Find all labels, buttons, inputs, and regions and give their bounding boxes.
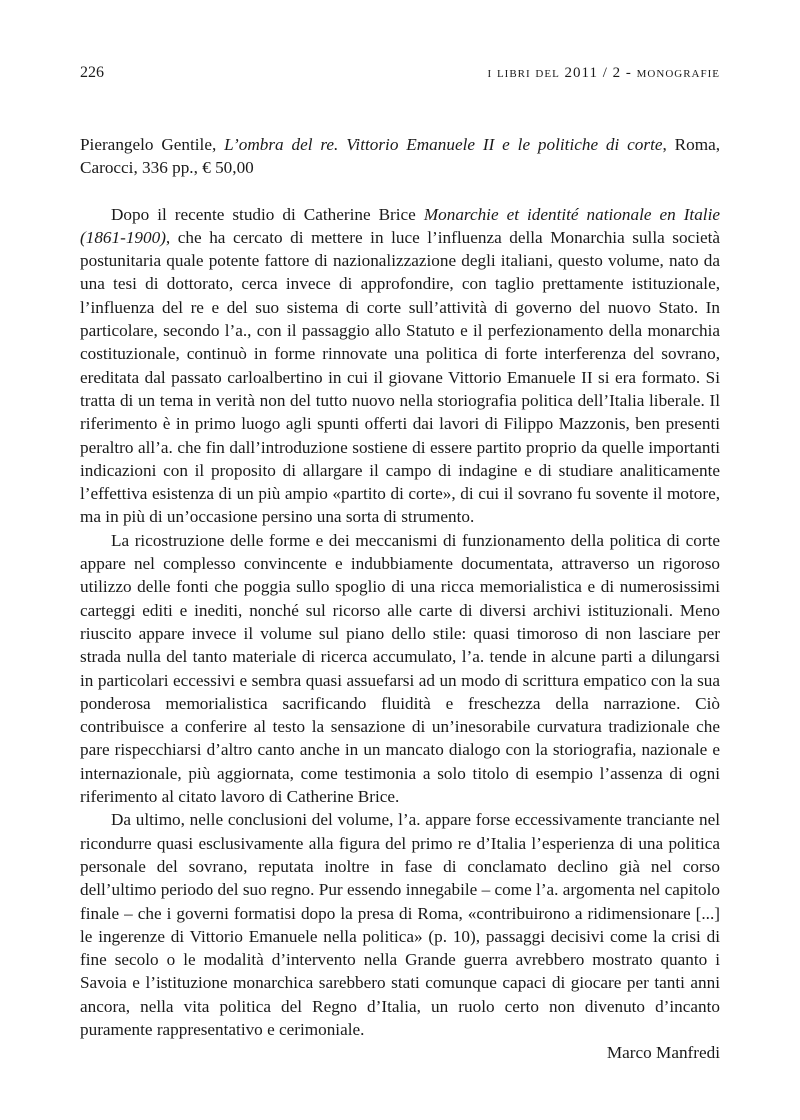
running-head <box>80 64 720 90</box>
review-paragraph-1 <box>80 203 720 529</box>
citation-book-title: L’ombra del re. Vittorio Emanuele II e le politiche di corte <box>224 135 663 154</box>
paragraph-1-text: , che ha cercato di mettere in luce l’influenza della Monarchia sulla società postunitaria quale potente fattore di nazionalizzazione degli italiani, questo volume, nato da una tesi di dottorato, cerca invece di approfondire, con taglio prettamente istituzionale, l’influenza del re e del suo sistema di corte sull’attività di governo del nuovo Stato. In particolare, secondo l’a., con il passaggio allo Statuto e il perfezionamento della monarchia costituzionale, continuò in forme rinnovate una politica di forte interferenza del sovrano, ereditata dal passato carloalbertino in cui il giovane Vittorio Emanuele II si era formato. Si tratta di un tema in verità non del tutto nuovo nella storiografia politica dell’Italia liberale. Il riferimento è in primo luogo agli spunti offerti dai lavori di Filippo Mazzonis, ben presenti peraltro all’a. che fin dall’introduzione sostiene di essere partito proprio da quelle importanti indicazioni con il proposito di allargare il campo di indagine e di studiare analiticamente l’effettiva esistenza di un più ampio «partito di corte», di cui il sovrano fu sovente il motore, ma in più di un’occasione persino una sorta di strumento. <box>80 227 720 527</box>
review-body <box>80 203 720 1042</box>
book-citation <box>80 133 720 180</box>
journal-title: i libri del 2011 / 2 - monografie <box>487 65 720 81</box>
review-paragraph-3: Da ultimo, nelle conclusioni del volume, l’a. appare forse eccessivamente tranciante nel ricondurre quasi esclusivamente alla figura del primo re d’Italia l’esperienza di una politica personale del sovrano, reputata inoltre in fase di conclamato declino già nel corso dell’ultimo periodo del suo regno. Pur essendo innegabile – come l’a. argomenta nel capitolo finale – che i governi formatisi dopo la presa di Roma, «contribuirono a ridimensionare [...] le ingerenze di Vittorio Emanuele nella politica» (p. 10), passaggi decisivi come la crisi di fine secolo o le modalità d’intervento nella Grande guerra avrebbero mostrato quanto i Savoia e l’istituzione monarchica sarebbero stati comunque capaci di giocare per tanti anni ancora, nella vita politica del Regno d’Italia, un ruolo certo non divenuto d’incanto puramente rappresentativo e cerimoniale. <box>80 810 720 1039</box>
paragraph-1-intro: Dopo il recente studio di Catherine Brice <box>111 204 424 224</box>
page <box>80 64 720 1065</box>
citation-details: , Roma, Carocci, 336 pp., € 50,00 <box>80 135 720 178</box>
page-number: 226 <box>80 64 104 81</box>
reviewer-signature: Marco Manfredi <box>606 1043 720 1063</box>
citation-author: Pierangelo Gentile, <box>80 135 217 154</box>
review-paragraph-2: La ricostruzione delle forme e dei meccanismi di funzionamento della politica di corte appare nel complesso convincente e indubbiamente documentata, attraverso un rigoroso utilizzo delle fonti che poggia sullo spoglio di una ricca memorialistica e di numerosissimi carteggi editi e inediti, nonché sul ricorso alle carte di diversi archivi istituzionali. Meno riuscito appare invece il volume sul piano dello stile: quasi timoroso di non lasciare per strada nulla del tanto materiale di ricerca accumulato, l’a. tende in alcune parti a dilungarsi in particolari eccessivi e sembra quasi assuefarsi ad un modo di scrittura empatico con la sua ponderosa memorialistica sacrificando fluidità e freschezza della narrazione. Ciò contribuisce a conferire al testo la sensazione di un’inesorabile curvatura tradizionale che pare rispecchiarsi d’altro canto anche in un mancato dialogo con la storiografia, nazionale e internazionale, più aggiornata, come testimonia a solo titolo di esempio l’assenza di ogni riferimento al citato lavoro di Catherine Brice. <box>80 530 720 807</box>
cited-work-title: Monarchie et identité nationale en Italie (1861-1900) <box>80 204 720 247</box>
